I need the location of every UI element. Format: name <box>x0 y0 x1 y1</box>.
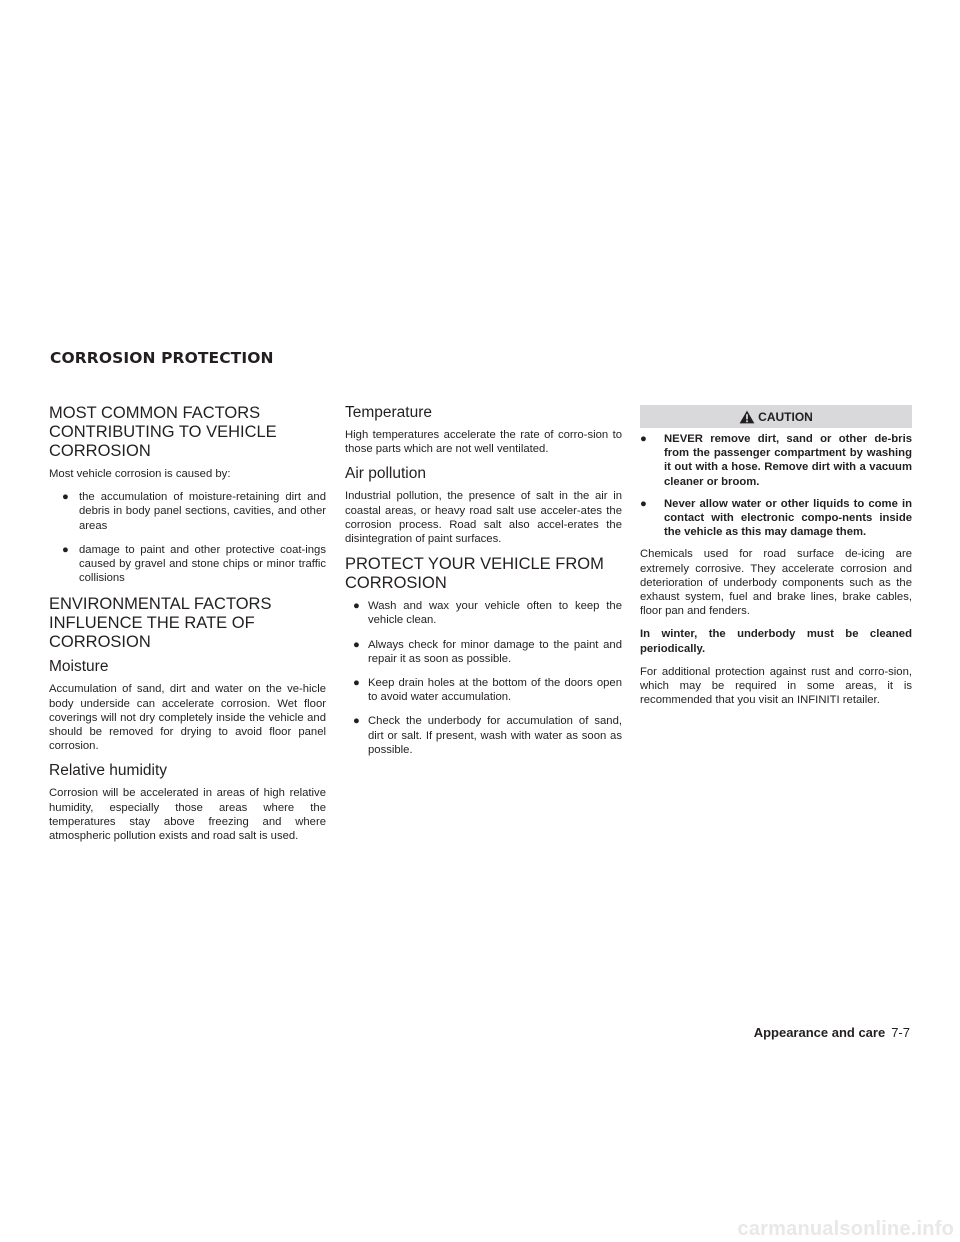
heading-relative-humidity: Relative humidity <box>49 762 168 780</box>
page-number: 7-7 <box>891 1025 910 1040</box>
temperature-text: High temperatures accelerate the rate of corro-sion to those parts which are not well ventilated. <box>345 429 622 456</box>
heading-air-pollution: Air pollution <box>345 465 426 483</box>
list-item: ● Keep drain holes at the bottom of the doors open to avoid water accumulation. <box>353 677 622 704</box>
caution-label: CAUTION <box>758 409 813 424</box>
list-item: ● Wash and wax your vehicle often to keep the vehicle clean. <box>353 600 622 627</box>
heading-temperature: Temperature <box>345 404 433 421</box>
column-middle <box>345 404 622 767</box>
bullet-icon: ● <box>62 491 69 504</box>
bullet-icon: ● <box>353 600 360 613</box>
bullet-icon: ● <box>640 433 647 445</box>
heading-protect-vehicle: PROTECT YOUR VEHICLE FROM CORROSION <box>345 555 604 593</box>
intro-text: Most vehicle corrosion is caused by: <box>49 468 231 480</box>
additional-protection-text: For additional protection against rust and corro-sion, which may be required in some areas, it is recommended that you visit an INFINITI retailer. <box>640 665 912 707</box>
heading-environmental-factors: ENVIRONMENTAL FACTORS INFLUENCE THE RATE OF CORROSION <box>49 595 272 652</box>
bullet-icon: ● <box>62 543 69 556</box>
moisture-text: Accumulation of sand, dirt and water on the ve-hicle body underside can accelerate corrosion. Wet floor coverings will not dry completely inside the vehicle and should be removed for drying to avoid floor panel corrosion. <box>49 683 326 753</box>
list-item: ● the accumulation of moisture-retaining dirt and debris in body panel sections, cavities, and other areas <box>62 491 326 532</box>
heading-moisture: Moisture <box>49 658 109 676</box>
section-title: CORROSION PROTECTION <box>50 349 274 367</box>
page-footer <box>0 1025 910 1040</box>
list-item: ● Always check for minor damage to the paint and repair it as soon as possible. <box>353 638 622 665</box>
chemicals-text: Chemicals used for road surface de-icing are extremely corrosive. They accelerate corrosion and deterioration of underbody components such as the exhaust system, fuel and brake lines, brake cables, floor pan and fenders. <box>640 548 912 618</box>
caution-header <box>640 405 912 428</box>
list-item: ● damage to paint and other protective coat-ings caused by gravel and stone chips or minor traffic collisions <box>62 543 326 585</box>
warning-triangle-icon <box>739 410 755 424</box>
protect-list <box>345 599 622 757</box>
column-right <box>640 405 912 716</box>
bullet-icon: ● <box>353 715 360 728</box>
list-item: ● Never allow water or other liquids to come in contact with electronic compo-nents inside the vehicle as this may damage them. <box>640 497 912 539</box>
caution-list <box>640 432 912 539</box>
bullet-icon: ● <box>353 677 360 690</box>
bullet-icon: ● <box>353 638 360 651</box>
winter-text: In winter, the underbody must be cleaned periodically. <box>640 628 912 655</box>
bullet-icon: ● <box>640 497 647 510</box>
list-item: ● NEVER remove dirt, sand or other de-bris from the passenger compartment by washing it out with a hose. Remove dirt with a vacuum cleaner or broom. <box>640 433 912 488</box>
heading-common-factors: MOST COMMON FACTORS CONTRIBUTING TO VEHICLE CORROSION <box>49 404 277 460</box>
watermark: carmanualsonline.info <box>737 1218 954 1240</box>
list-item: ● Check the underbody for accumulation of sand, dirt or salt. If present, wash with water as soon as possible. <box>353 715 622 756</box>
factors-list <box>49 490 326 585</box>
air-pollution-text: Industrial pollution, the presence of salt in the air in coastal areas, or heavy road salt use acceler-ates the corrosion process. Road salt also accel-erates the disintegration of paint surfaces. <box>345 490 622 546</box>
footer-section-name: Appearance and care <box>753 1025 886 1040</box>
humidity-text: Corrosion will be accelerated in areas of high relative humidity, especially those areas where the temperatures stay above freezing and where atmospheric pollution exists and road salt is used. <box>49 787 326 843</box>
column-left <box>49 404 326 852</box>
